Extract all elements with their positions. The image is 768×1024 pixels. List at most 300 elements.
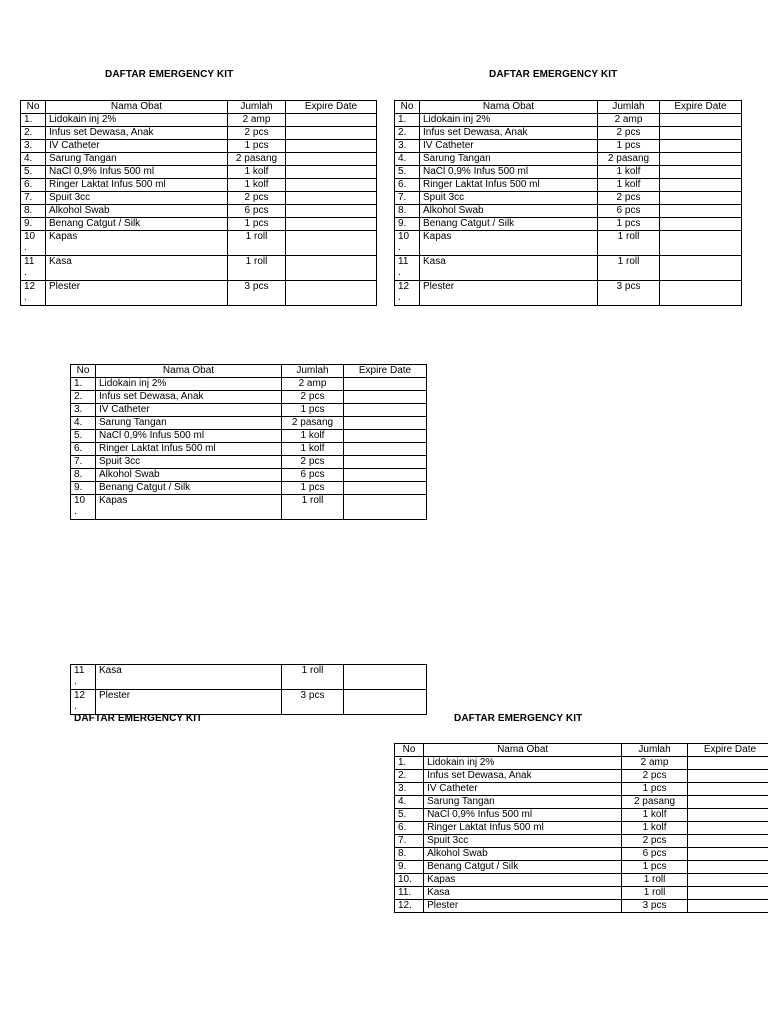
cell-nama-obat: Spuit 3cc <box>424 835 622 848</box>
cell-nama-obat: Kapas <box>424 874 622 887</box>
cell-no-value: 3. <box>24 140 33 151</box>
table-row <box>395 835 768 848</box>
cell-no <box>395 281 420 306</box>
cell-no-value: 3. <box>398 783 407 794</box>
table-row <box>71 404 427 417</box>
cell-no-value: 8. <box>74 469 83 480</box>
cell-jumlah: 1 pcs <box>228 140 286 153</box>
table-row <box>21 256 377 281</box>
cell-no-value: 5. <box>398 166 407 177</box>
title-top-left: DAFTAR EMERGENCY KIT <box>105 69 234 80</box>
cell-no <box>395 757 424 770</box>
header-nama-obat: Nama Obat <box>46 101 228 114</box>
cell-expire-date <box>286 256 377 281</box>
cell-no <box>21 127 46 140</box>
cell-jumlah: 1 roll <box>622 887 688 900</box>
cell-no-value: 4. <box>74 417 83 428</box>
cell-expire-date <box>286 140 377 153</box>
cell-jumlah: 1 kolf <box>228 166 286 179</box>
cell-nama-obat: Infus set Dewasa, Anak <box>96 391 282 404</box>
cell-no-value: 11 <box>398 256 409 267</box>
cell-no-value: 7. <box>74 456 83 467</box>
cell-expire-date <box>660 140 742 153</box>
cell-jumlah: 1 pcs <box>228 218 286 231</box>
cell-no <box>395 887 424 900</box>
cell-no <box>395 809 424 822</box>
cell-no <box>395 166 420 179</box>
cell-no-value: 5. <box>398 809 407 820</box>
cell-nama-obat: Alkohol Swab <box>96 469 282 482</box>
cell-no-value: 6. <box>398 179 407 190</box>
table-row <box>21 140 377 153</box>
cell-nama-obat: Kasa <box>96 665 282 690</box>
cell-nama-obat: Kapas <box>46 231 228 256</box>
cell-nama-obat: IV Catheter <box>420 140 598 153</box>
cell-no <box>71 495 96 520</box>
cell-nama-obat: Alkohol Swab <box>420 205 598 218</box>
cell-no-continuation: . <box>398 292 401 303</box>
cell-expire-date <box>660 153 742 166</box>
cell-expire-date <box>660 127 742 140</box>
table-row <box>395 256 742 281</box>
cell-jumlah: 2 pcs <box>598 192 660 205</box>
cell-nama-obat: Benang Catgut / Silk <box>46 218 228 231</box>
cell-expire-date <box>687 796 768 809</box>
table-row <box>395 114 742 127</box>
cell-no <box>21 231 46 256</box>
cell-no <box>21 218 46 231</box>
cell-no-value: 12 <box>24 281 36 292</box>
table-row <box>395 166 742 179</box>
cell-nama-obat: Spuit 3cc <box>46 192 228 205</box>
cell-jumlah: 1 pcs <box>282 482 344 495</box>
cell-expire-date <box>687 835 768 848</box>
table-row <box>71 391 427 404</box>
table-row <box>71 378 427 391</box>
cell-nama-obat: Plester <box>46 281 228 306</box>
cell-expire-date <box>344 469 427 482</box>
cell-no-continuation: . <box>74 506 77 517</box>
emergency-kit-table-a <box>20 100 377 306</box>
cell-nama-obat: NaCl 0,9% Infus 500 ml <box>424 809 622 822</box>
cell-jumlah: 2 amp <box>282 378 344 391</box>
header-expire-date: Expire Date <box>660 101 742 114</box>
cell-jumlah: 2 pcs <box>622 770 688 783</box>
cell-no-value: 2. <box>398 127 407 138</box>
cell-nama-obat: IV Catheter <box>46 140 228 153</box>
cell-expire-date <box>344 430 427 443</box>
cell-no <box>71 469 96 482</box>
cell-no-value: 6. <box>398 822 407 833</box>
cell-no <box>395 127 420 140</box>
cell-nama-obat: Lidokain inj 2% <box>96 378 282 391</box>
cell-no-value: 10 <box>74 495 86 506</box>
cell-jumlah: 3 pcs <box>598 281 660 306</box>
cell-expire-date <box>344 690 427 715</box>
cell-no <box>21 153 46 166</box>
cell-jumlah: 6 pcs <box>228 205 286 218</box>
cell-nama-obat: Spuit 3cc <box>420 192 598 205</box>
cell-no <box>395 205 420 218</box>
cell-jumlah: 1 roll <box>622 874 688 887</box>
cell-jumlah: 3 pcs <box>282 690 344 715</box>
header-jumlah: Jumlah <box>282 365 344 378</box>
cell-jumlah: 6 pcs <box>598 205 660 218</box>
table-row <box>395 179 742 192</box>
cell-jumlah: 2 amp <box>622 757 688 770</box>
cell-no <box>21 179 46 192</box>
cell-jumlah: 1 pcs <box>622 861 688 874</box>
cell-no <box>71 665 96 690</box>
cell-no-value: 9. <box>398 218 407 229</box>
title-top-right: DAFTAR EMERGENCY KIT <box>489 69 618 80</box>
cell-no <box>395 256 420 281</box>
cell-no <box>71 443 96 456</box>
cell-nama-obat: Ringer Laktat Infus 500 ml <box>424 822 622 835</box>
cell-jumlah: 1 roll <box>228 231 286 256</box>
table-row <box>71 417 427 430</box>
cell-no-value: 8. <box>398 205 407 216</box>
cell-no-value: 10 <box>398 231 410 242</box>
cell-no-continuation: . <box>74 701 77 712</box>
cell-jumlah: 2 amp <box>228 114 286 127</box>
table-header-row <box>395 101 742 114</box>
cell-no-value: 9. <box>24 218 33 229</box>
table-row <box>395 127 742 140</box>
cell-no <box>395 861 424 874</box>
cell-no <box>395 900 424 913</box>
table-row <box>395 192 742 205</box>
cell-no <box>71 417 96 430</box>
cell-no-value: 11 <box>74 665 85 676</box>
cell-no <box>395 153 420 166</box>
cell-nama-obat: Lidokain inj 2% <box>420 114 598 127</box>
cell-jumlah: 2 pcs <box>598 127 660 140</box>
cell-no <box>71 690 96 715</box>
header-no: No <box>71 365 96 378</box>
cell-no <box>21 114 46 127</box>
cell-nama-obat: Spuit 3cc <box>96 456 282 469</box>
table-row <box>21 153 377 166</box>
cell-no-value: 8. <box>398 848 407 859</box>
cell-expire-date <box>687 809 768 822</box>
cell-no-value: 1. <box>24 114 33 125</box>
header-jumlah: Jumlah <box>622 744 688 757</box>
table-row <box>21 192 377 205</box>
table-row <box>71 495 427 520</box>
cell-expire-date <box>286 166 377 179</box>
table-header-row <box>21 101 377 114</box>
cell-no-value: 4. <box>398 796 407 807</box>
cell-expire-date <box>286 153 377 166</box>
cell-no-value: 11 <box>24 256 35 267</box>
cell-no-value: 4. <box>398 153 407 164</box>
cell-jumlah: 2 pcs <box>228 127 286 140</box>
cell-expire-date <box>344 417 427 430</box>
cell-no <box>395 218 420 231</box>
cell-jumlah: 1 kolf <box>598 166 660 179</box>
cell-no-value: 12 <box>74 690 86 701</box>
cell-expire-date <box>286 114 377 127</box>
cell-no <box>395 114 420 127</box>
header-nama-obat: Nama Obat <box>96 365 282 378</box>
cell-no <box>395 796 424 809</box>
cell-expire-date <box>286 192 377 205</box>
cell-expire-date <box>687 861 768 874</box>
cell-no <box>21 140 46 153</box>
cell-jumlah: 1 pcs <box>622 783 688 796</box>
cell-no-continuation: . <box>398 267 401 278</box>
header-no: No <box>395 101 420 114</box>
cell-nama-obat: Kapas <box>96 495 282 520</box>
cell-expire-date <box>687 783 768 796</box>
table-row <box>21 127 377 140</box>
cell-no <box>395 231 420 256</box>
table-row <box>395 218 742 231</box>
cell-expire-date <box>344 665 427 690</box>
table-row <box>395 887 768 900</box>
cell-no-value: 2. <box>398 770 407 781</box>
cell-jumlah: 1 roll <box>598 256 660 281</box>
cell-expire-date <box>344 391 427 404</box>
cell-no <box>21 166 46 179</box>
cell-no <box>71 456 96 469</box>
cell-no <box>71 482 96 495</box>
cell-no-value: 5. <box>24 166 33 177</box>
cell-nama-obat: Kasa <box>424 887 622 900</box>
table-row <box>395 796 768 809</box>
cell-expire-date <box>687 757 768 770</box>
cell-nama-obat: Sarung Tangan <box>46 153 228 166</box>
table-row <box>21 205 377 218</box>
table-row <box>395 153 742 166</box>
cell-expire-date <box>286 205 377 218</box>
table-row <box>21 179 377 192</box>
cell-expire-date <box>286 179 377 192</box>
cell-jumlah: 2 pcs <box>282 456 344 469</box>
cell-expire-date <box>687 848 768 861</box>
cell-no-value: 7. <box>398 835 407 846</box>
emergency-kit-table-c-continued <box>70 664 427 715</box>
cell-nama-obat: Benang Catgut / Silk <box>96 482 282 495</box>
cell-expire-date <box>660 281 742 306</box>
cell-nama-obat: Kasa <box>46 256 228 281</box>
cell-expire-date <box>344 482 427 495</box>
cell-no-value: 1. <box>398 757 407 768</box>
cell-nama-obat: Plester <box>420 281 598 306</box>
cell-no <box>395 192 420 205</box>
table-row <box>395 770 768 783</box>
table-row <box>21 231 377 256</box>
table-row <box>395 757 768 770</box>
cell-nama-obat: IV Catheter <box>96 404 282 417</box>
cell-jumlah: 1 roll <box>228 256 286 281</box>
table-row <box>71 690 427 715</box>
cell-no <box>395 874 424 887</box>
cell-jumlah: 3 pcs <box>622 900 688 913</box>
cell-expire-date <box>660 205 742 218</box>
table-row <box>395 281 742 306</box>
cell-no-value: 12. <box>398 900 412 911</box>
cell-no-value: 3. <box>74 404 83 415</box>
cell-expire-date <box>660 218 742 231</box>
cell-jumlah: 3 pcs <box>228 281 286 306</box>
cell-no-value: 3. <box>398 140 407 151</box>
table-row <box>71 443 427 456</box>
cell-no-continuation: . <box>24 292 27 303</box>
table-row <box>395 861 768 874</box>
cell-no-value: 1. <box>74 378 83 389</box>
cell-expire-date <box>660 179 742 192</box>
cell-no-value: 2. <box>24 127 33 138</box>
cell-no-value: 7. <box>24 192 33 203</box>
cell-expire-date <box>660 256 742 281</box>
cell-nama-obat: Infus set Dewasa, Anak <box>424 770 622 783</box>
cell-nama-obat: Sarung Tangan <box>420 153 598 166</box>
table-row <box>395 822 768 835</box>
cell-no-value: 10 <box>24 231 36 242</box>
cell-no <box>395 835 424 848</box>
header-expire-date: Expire Date <box>286 101 377 114</box>
cell-nama-obat: IV Catheter <box>424 783 622 796</box>
cell-expire-date <box>660 166 742 179</box>
cell-no <box>395 770 424 783</box>
cell-no <box>21 205 46 218</box>
cell-nama-obat: Ringer Laktat Infus 500 ml <box>46 179 228 192</box>
header-no: No <box>21 101 46 114</box>
cell-jumlah: 1 kolf <box>622 809 688 822</box>
cell-jumlah: 1 kolf <box>598 179 660 192</box>
cell-no <box>71 378 96 391</box>
cell-jumlah: 1 pcs <box>598 218 660 231</box>
cell-nama-obat: Benang Catgut / Silk <box>424 861 622 874</box>
table-row <box>21 281 377 306</box>
cell-no <box>395 848 424 861</box>
emergency-kit-table-b <box>394 100 742 306</box>
table-row <box>21 166 377 179</box>
table-row <box>21 218 377 231</box>
cell-jumlah: 1 kolf <box>228 179 286 192</box>
cell-no-value: 5. <box>74 430 83 441</box>
cell-jumlah: 1 kolf <box>282 443 344 456</box>
cell-no-value: 9. <box>74 482 83 493</box>
cell-expire-date <box>344 378 427 391</box>
cell-no-value: 11. <box>398 887 412 898</box>
cell-nama-obat: Sarung Tangan <box>424 796 622 809</box>
cell-expire-date <box>344 443 427 456</box>
cell-nama-obat: Alkohol Swab <box>424 848 622 861</box>
cell-expire-date <box>687 822 768 835</box>
cell-expire-date <box>344 456 427 469</box>
table-header-row <box>71 365 427 378</box>
cell-expire-date <box>687 874 768 887</box>
table-row <box>395 809 768 822</box>
header-nama-obat: Nama Obat <box>424 744 622 757</box>
cell-jumlah: 1 kolf <box>282 430 344 443</box>
cell-no-continuation: . <box>24 267 27 278</box>
cell-no <box>21 256 46 281</box>
table-row <box>395 140 742 153</box>
cell-nama-obat: Lidokain inj 2% <box>424 757 622 770</box>
cell-nama-obat: Alkohol Swab <box>46 205 228 218</box>
cell-no <box>395 179 420 192</box>
header-expire-date: Expire Date <box>687 744 768 757</box>
table-row <box>71 430 427 443</box>
table-row <box>395 874 768 887</box>
header-nama-obat: Nama Obat <box>420 101 598 114</box>
header-expire-date: Expire Date <box>344 365 427 378</box>
cell-no <box>395 140 420 153</box>
cell-nama-obat: Ringer Laktat Infus 500 ml <box>96 443 282 456</box>
header-jumlah: Jumlah <box>598 101 660 114</box>
cell-nama-obat: Infus set Dewasa, Anak <box>46 127 228 140</box>
cell-jumlah: 1 pcs <box>282 404 344 417</box>
cell-jumlah: 1 roll <box>282 495 344 520</box>
cell-nama-obat: Ringer Laktat Infus 500 ml <box>420 179 598 192</box>
cell-expire-date <box>286 127 377 140</box>
cell-jumlah: 2 pasang <box>622 796 688 809</box>
cell-jumlah: 2 pasang <box>228 153 286 166</box>
cell-no-continuation: . <box>74 676 77 687</box>
title-bottom-right: DAFTAR EMERGENCY KIT <box>454 713 583 724</box>
cell-no <box>21 281 46 306</box>
cell-no <box>395 822 424 835</box>
table-row <box>395 848 768 861</box>
cell-nama-obat: Lidokain inj 2% <box>46 114 228 127</box>
cell-expire-date <box>344 495 427 520</box>
cell-nama-obat: Kapas <box>420 231 598 256</box>
cell-no <box>395 783 424 796</box>
cell-expire-date <box>660 231 742 256</box>
cell-no-value: 4. <box>24 153 33 164</box>
table-row <box>395 783 768 796</box>
emergency-kit-table-d <box>394 743 768 913</box>
cell-no <box>21 192 46 205</box>
title-bottom-left: DAFTAR EMERGENCY KIT <box>74 713 203 724</box>
cell-nama-obat: Plester <box>96 690 282 715</box>
cell-jumlah: 2 pasang <box>282 417 344 430</box>
cell-no <box>71 404 96 417</box>
cell-nama-obat: Sarung Tangan <box>96 417 282 430</box>
cell-expire-date <box>344 404 427 417</box>
header-jumlah: Jumlah <box>228 101 286 114</box>
cell-expire-date <box>687 900 768 913</box>
cell-no-value: 10. <box>398 874 412 885</box>
table-row <box>71 482 427 495</box>
cell-nama-obat: NaCl 0,9% Infus 500 ml <box>46 166 228 179</box>
cell-no-value: 9. <box>398 861 407 872</box>
table-header-row <box>395 744 768 757</box>
cell-expire-date <box>687 770 768 783</box>
cell-jumlah: 1 roll <box>282 665 344 690</box>
cell-expire-date <box>660 192 742 205</box>
cell-jumlah: 2 pcs <box>228 192 286 205</box>
table-row <box>395 900 768 913</box>
table-row <box>21 114 377 127</box>
cell-no <box>71 430 96 443</box>
cell-jumlah: 1 pcs <box>598 140 660 153</box>
cell-no-value: 6. <box>24 179 33 190</box>
emergency-kit-table-c <box>70 364 427 520</box>
cell-no-value: 2. <box>74 391 83 402</box>
cell-no <box>71 391 96 404</box>
cell-no-continuation: . <box>24 242 27 253</box>
cell-jumlah: 1 roll <box>598 231 660 256</box>
cell-expire-date <box>286 231 377 256</box>
table-row <box>395 205 742 218</box>
cell-nama-obat: Benang Catgut / Silk <box>420 218 598 231</box>
cell-expire-date <box>687 887 768 900</box>
